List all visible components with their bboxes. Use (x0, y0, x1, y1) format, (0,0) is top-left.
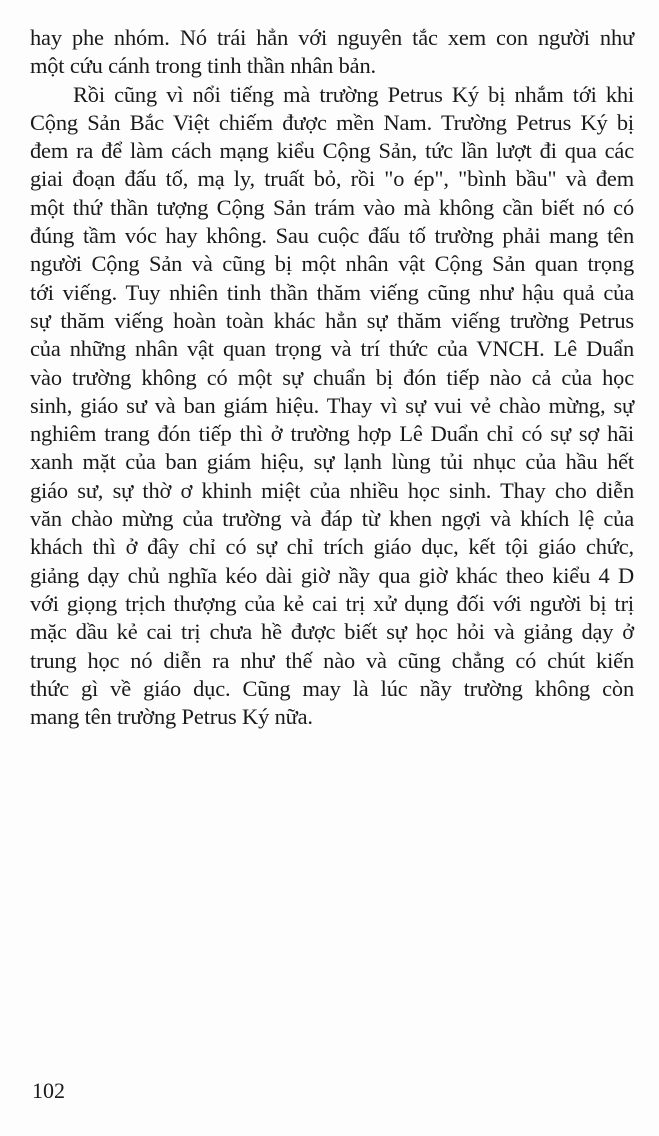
text-line: vào trường không có một sự chuẩn bị đón tiếp nào cả của học (30, 364, 634, 390)
page-number: 102 (32, 1078, 65, 1103)
text-line: sinh, giáo sư và ban giám hiệu. Thay vì sự vui vẻ chào mừng, sự (30, 392, 634, 418)
text-line: một cứu cánh trong tinh thần nhân bản. (30, 53, 376, 79)
text-line: mặc dầu kẻ cai trị chưa hề được biết sự học hỏi và giảng dạy ở (30, 619, 634, 645)
text-line: thức gì về giáo dục. Cũng may là lúc nầy trường không còn (30, 675, 634, 701)
text-line: đem ra để làm cách mạng kiểu Cộng Sản, tức lần lượt đi qua các (30, 138, 634, 164)
text-line: sự thăm viếng hoàn toàn khác hẳn sự thăm viếng trường Petrus (30, 307, 634, 333)
text-line: tới viếng. Tuy nhiên tinh thần thăm viếng cũng như hậu quả của (30, 279, 634, 305)
text-line: mang tên trường Petrus Ký nữa. (30, 704, 313, 730)
text-line: một thứ thần tượng Cộng Sản trám vào mà không cần biết nó có (30, 194, 634, 220)
paragraph-1 (30, 24, 634, 81)
text-line-indented: Rồi cũng vì nổi tiếng mà trường Petrus Ký bị nhắm tới khi (73, 81, 634, 107)
text-line: giai đoạn đấu tố, mạ ly, truất bỏ, rồi "o ép", "bình bầu" và đem (30, 166, 634, 192)
text-line: giáo sư, sự thờ ơ khinh miệt của nhiều học sinh. Thay cho diễn (30, 477, 634, 503)
text-line: xanh mặt của ban giám hiệu, sự lạnh lùng tủi nhục của hầu hết (30, 449, 634, 475)
paragraph-2 (30, 81, 634, 732)
text-line: khách thì ở đây chỉ có sự chỉ trích giáo dục, kết tội giáo chức, (30, 534, 634, 560)
text-line: hay phe nhóm. Nó trái hẳn với nguyên tắc xem con người như (30, 25, 634, 50)
text-line: Cộng Sản Bắc Việt chiếm được mền Nam. Trường Petrus Ký bị (30, 109, 634, 135)
text-line: trung học nó diễn ra như thế nào và cũng chẳng có chút kiến (30, 647, 634, 673)
text-line: văn chào mừng của trường và đáp từ khen ngợi và khích lệ của (30, 506, 634, 532)
text-line: của những nhân vật quan trọng và trí thức của VNCH. Lê Duẩn (30, 336, 634, 362)
text-line: với giọng trịch thượng của kẻ cai trị xử dụng đối với người bị trị (30, 590, 634, 616)
text-line: đúng tầm vóc hay không. Sau cuộc đấu tố trường phải mang tên (30, 223, 634, 249)
text-line: người Cộng Sản và cũng bị một nhân vật Cộng Sản quan trọng (30, 251, 634, 277)
text-line: giảng dạy chủ nghĩa kéo dài giờ nầy qua giờ khác theo kiểu 4 D (30, 562, 634, 588)
text-line: nghiêm trang đón tiếp thì ở trường hợp Lê Duẩn chỉ có sự sợ hãi (30, 421, 634, 447)
document-page-body (30, 24, 634, 731)
